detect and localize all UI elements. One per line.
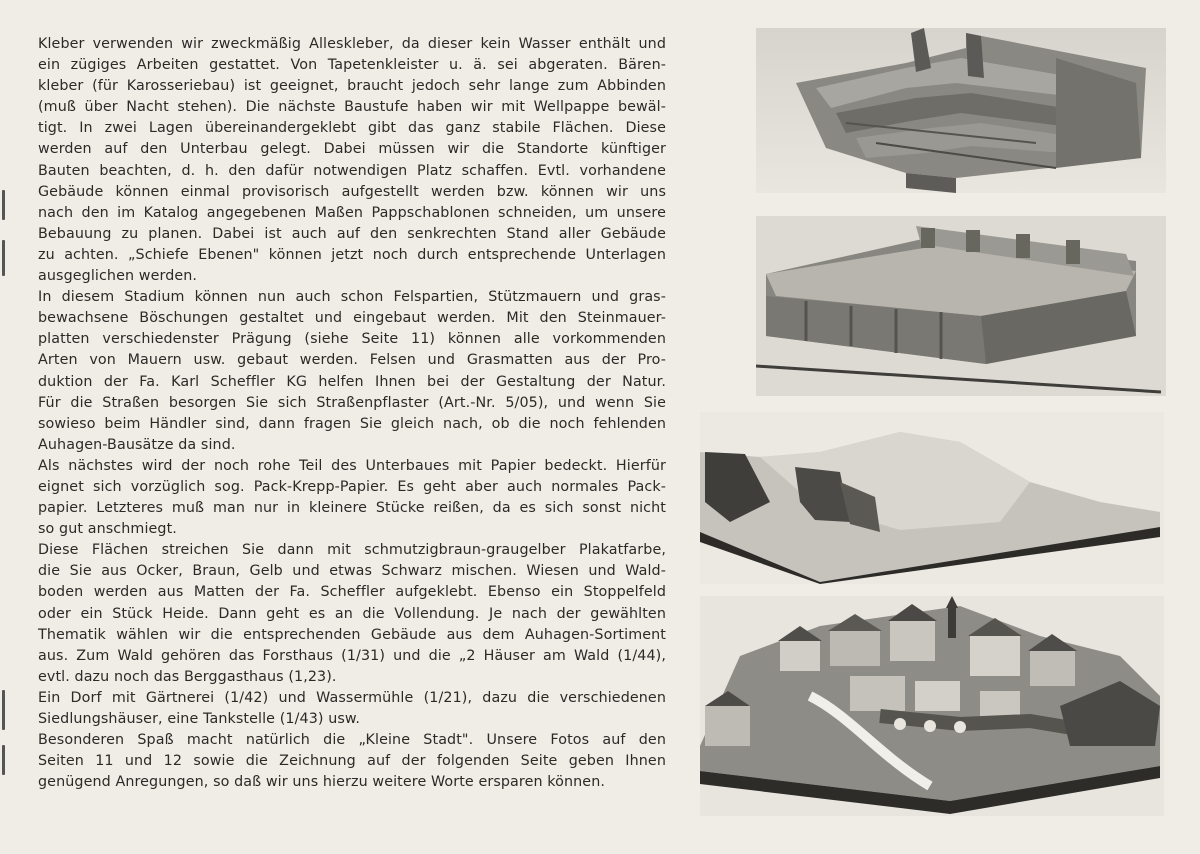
text-line: (muß über Nacht stehen). Die nächste Baustufe haben wir mit Wellpappe bewäl- [38, 99, 666, 116]
photo-corrugated-layers [756, 216, 1166, 396]
text-line: aus. Zum Wald gehören das Forsthaus (1/31) und die „2 Häuser am Wald (1/44), [38, 647, 666, 664]
text-line: genügend Anregungen, so daß wir uns hierzu weitere Worte ersparen können. [38, 774, 606, 791]
text-line: Kleber verwenden wir zweckmäßig Alleskleber, da dieser kein Wasser enthält und [38, 36, 666, 52]
text-line: Ein Dorf mit Gärtnerei (1/42) und Wassermühle (1/21), dazu die verschiedenen [38, 689, 666, 706]
text-line: evtl. dazu noch das Berggasthaus (1,23). [38, 668, 337, 685]
photo-finished-town [700, 596, 1164, 816]
text-line: boden werden aus Matten der Fa. Scheffler aufgeklebt. Ebenso ein Stoppelfeld [38, 584, 666, 601]
binding-mark [2, 690, 5, 730]
text-line: platten verschiedenster Prägung (siehe Seite 11) können alle vorkommenden [38, 331, 666, 348]
text-line: eignet sich vorzüglich sog. Pack-Krepp-Papier. Es geht aber auch normales Pack- [38, 478, 666, 495]
text-line: zu achten. „Schiefe Ebenen" können jetzt noch durch entsprechende Unterlagen [38, 246, 666, 263]
text-line: sowieso beim Händler sind, dann fragen Sie gleich nach, ob die noch fehlenden [38, 415, 666, 432]
text-line: werden auf den Unterbau gelegt. Dabei müssen wir die Standorte künftiger [38, 141, 666, 158]
text-line: Arten von Mauern usw. gebaut werden. Felsen und Grasmatten aus der Pro- [38, 352, 666, 369]
text-line: Siedlungshäuser, eine Tankstelle (1/43) usw. [38, 711, 361, 727]
text-line: duktion der Fa. Karl Scheffler KG helfen Ihnen bei der Gestaltung der Natur. [38, 373, 666, 390]
text-line: tigt. In zwei Lagen übereinandergeklebt gibt das ganz stabile Flächen. Diese [38, 120, 666, 137]
text-line: Bauten beachten, d. h. den dafür notwendigen Platz schaffen. Evtl. vorhandene [38, 162, 666, 179]
text-line: Bebauung zu planen. Dabei ist auch auf den senkrechten Stand aller Gebäude [38, 225, 666, 242]
text-line: In diesem Stadium können nun auch schon Felspartien, Stützmauern und gras- [38, 289, 666, 306]
binding-mark [2, 240, 5, 276]
text-line: Thematik wählen wir die entsprechenden Gebäude aus dem Auhagen-Sortiment [38, 626, 666, 643]
text-line: so gut anschmiegt. [38, 521, 177, 538]
text-line: ein zügiges Arbeiten gestattet. Von Tapetenkleister u. ä. sei abgeraten. Bären- [38, 57, 666, 74]
text-line: Als nächstes wird der noch rohe Teil des Unterbaues mit Papier bedeckt. Hierfür [38, 457, 666, 474]
text-line: Auhagen-Bausätze da sind. [38, 436, 236, 453]
photo-paper-covered [700, 412, 1164, 584]
binding-mark [2, 745, 5, 775]
text-line: nach den im Katalog angegebenen Maßen Pappschablonen schneiden, um unsere [38, 204, 666, 221]
text-line: Besonderen Spaß macht natürlich die „Kleine Stadt". Unsere Fotos auf den [38, 732, 666, 749]
text-line: ausgeglichen werden. [38, 268, 198, 285]
body-text [38, 34, 666, 793]
text-line: Gebäude können einmal provisorisch aufgestellt werden bzw. können wir uns [38, 183, 666, 200]
text-line: Seiten 11 und 12 sowie die Zeichnung auf der folgenden Seite geben Ihnen [38, 753, 666, 770]
text-line: Diese Flächen streichen Sie dann mit schmutzigbraun-graugelber Plakatfarbe, [38, 542, 666, 559]
text-line: kleber (für Karosseriebau) ist geeignet, braucht jedoch sehr lange zum Abbinden [38, 78, 666, 95]
text-line: die Sie aus Ocker, Braun, Gelb und etwas Schwarz mischen. Wiesen und Wald- [38, 563, 666, 580]
text-line: bewachsene Böschungen gestaltet und eingebaut werden. Mit den Steinmauer- [38, 310, 666, 327]
text-line: Für die Straßen besorgen Sie sich Straßenpflaster (Art.-Nr. 5/05), und wenn Sie [38, 394, 666, 411]
text-line: oder ein Stück Heide. Dann geht es an die Vollendung. Je nach der gewählten [38, 605, 666, 622]
binding-mark [2, 190, 5, 220]
text-line: papier. Letzteres muß man nur in kleinere Stücke reißen, da es sich sonst nicht [38, 500, 666, 517]
photo-cardboard-frame [756, 28, 1166, 193]
